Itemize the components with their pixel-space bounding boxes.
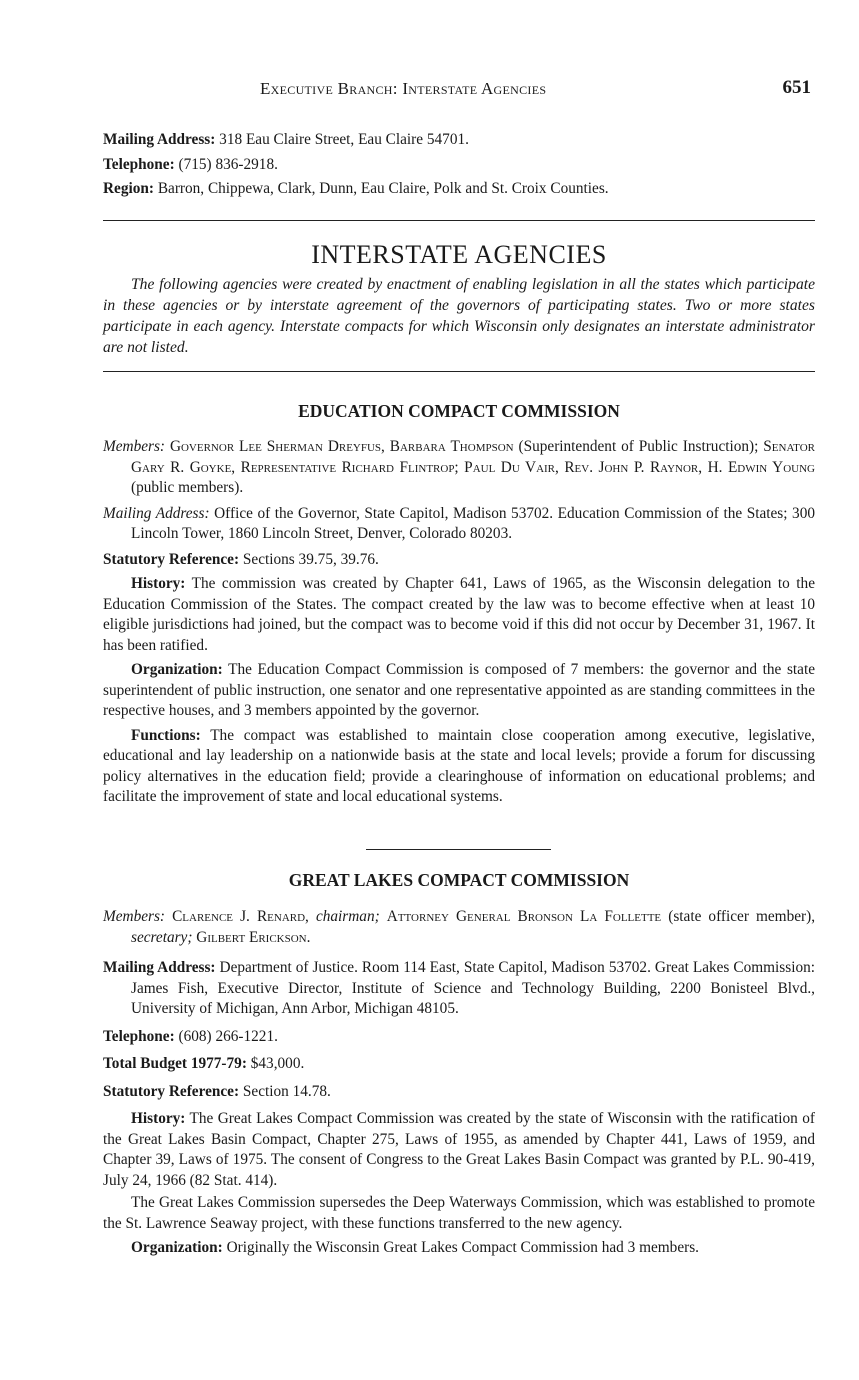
running-head-title: Executive Branch: Interstate Agencies [260,79,547,98]
great-lakes-statutory: Statutory Reference: Section 14.78. [103,1082,331,1100]
great-lakes-history: History: The Great Lakes Compact Commission was created by the state of Wisconsin with the ratification of the Great Lakes Basin Compact, Chapter 275, Laws of 1955, as amended by Chapter 441, Laws of 1959, and Chapter 39, Laws of 1975. The consent of Congress to the Great Lakes Basin Compact was granted by P.L. 90-419, July 24, 1966 (82 Stat. 414). [103,1110,815,1189]
interstate-intro-block [103,274,815,358]
education-title: EDUCATION COMPACT COMMISSION [298,401,620,421]
great-lakes-title: GREAT LAKES COMPACT COMMISSION [288,870,630,890]
page-number: 651 [782,77,811,98]
education-history: History: The commission was created by Chapter 641, Laws of 1965, as the Wisconsin delegation to the Education Commission of the States. The compact created by the law was to become effective when at least 10 eligible jurisdictions had joined, but the compact was to become void if this did not occur by December 31, 1967. It has been ratified. [103,575,815,654]
education-mailing: Mailing Address: Office of the Governor, State Capitol, Madison 53702. Education Commission of the States; 300 Lincoln Tower, 1860 Lincoln Street, Denver, Colorado 80203. [103,504,815,542]
education-body [103,437,815,808]
great-lakes-body [103,907,815,1259]
great-lakes-mailing: Mailing Address: Department of Justice. Room 114 East, State Capitol, Madison 53702. Great Lakes Commission: James Fish, Executive Director, Institute of Science and Technology Building, 2200 Bonisteel Blvd., University of Michigan, Ann Arbor, Michigan 48105. [103,959,815,1017]
top-entry [103,130,815,200]
top-mailing: Mailing Address: 318 Eau Claire Street, Eau Claire 54701. [103,131,469,148]
divider-rule [103,371,815,372]
education-members: Members: Governor Lee Sherman Dreyfus, Barbara Thompson (Superintendent of Public Instruction); Senator Gary R. Goyke, Representative Richard Flintrop; Paul Du Vair, Rev. John P. Raynor, H. Edwin Young (public members). [103,438,815,496]
divider-rule [103,220,815,221]
interstate-title: INTERSTATE AGENCIES [311,240,607,269]
great-lakes-members: Members: Clarence J. Renard, chairman; Attorney General Bronson La Follette (state officer member), secretary; Gilbert Erickson. [103,908,816,946]
education-functions: Functions: The compact was established to maintain close cooperation among executive, legislative, educational and lay leadership on a nationwide basis at the state and local levels; provide a forum for discussing policy alternatives in the education field; provide a clearinghouse of information on educational problems; and facilitate the improvement of state and local educational systems. [103,726,815,805]
great-lakes-budget: Total Budget 1977-79: $43,000. [103,1055,305,1072]
top-telephone: Telephone: (715) 836-2918. [103,155,278,173]
great-lakes-telephone: Telephone: (608) 266-1221. [103,1027,278,1045]
top-region: Region: Barron, Chippewa, Clark, Dunn, Eau Claire, Polk and St. Croix Counties. [103,180,609,197]
section-separator [366,849,551,850]
interstate-intro: The following agencies were created by enactment of enabling legislation in all the states which participate in these agencies or by interstate agreement of the governors of participating states. Two or more states participate in each agency. Interstate compacts for which Wisconsin only designates an interstate administrator are not listed. [103,276,815,356]
great-lakes-history-continued: The Great Lakes Commission supersedes the Deep Waterways Commission, which was established to promote the St. Lawrence Seaway project, with these functions transferred to the new agency. [103,1194,815,1232]
education-statutory: Statutory Reference: Sections 39.75, 39.76. [103,550,379,568]
great-lakes-organization: Organization: Originally the Wisconsin Great Lakes Compact Commission had 3 members. [131,1239,699,1256]
education-organization: Organization: The Education Compact Commission is composed of 7 members: the governor and the state superintendent of public instruction, one senator and one representative appointed as are standing committees in the respective houses, and 3 members appointed by the governor. [103,661,815,719]
running-head [103,79,815,103]
